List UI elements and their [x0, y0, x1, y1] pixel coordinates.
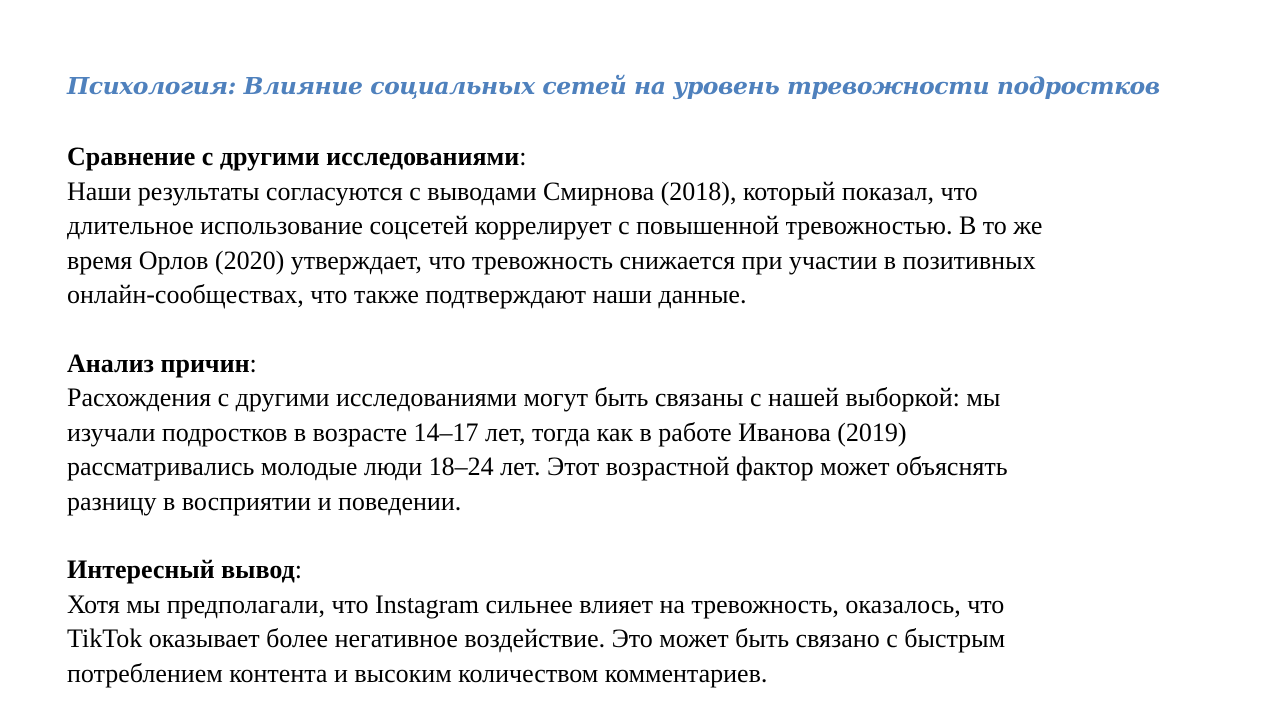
section-heading-text: Сравнение с другими исследованиями	[67, 142, 520, 171]
section-comparison	[67, 140, 1247, 313]
section-conclusion	[67, 553, 1247, 691]
section-paragraph	[67, 588, 1247, 692]
heading-colon: :	[249, 348, 257, 378]
section-paragraph	[67, 381, 1247, 519]
section-heading-text: Интересный вывод	[67, 555, 295, 584]
paragraph-line: онлайн-сообществах, что также подтверждают наши данные.	[67, 280, 747, 309]
paragraph-line: изучали подростков в возрасте 14–17 лет, тогда как в работе Иванова (2019)	[67, 417, 907, 447]
heading-colon: :	[519, 142, 527, 171]
paragraph-line: Хотя мы предполагали, что Instagram сильнее влияет на тревожность, оказалось, что	[67, 589, 1005, 619]
paragraph-line: TikTok оказывает более негативное воздействие. Это может быть связано с быстрым	[67, 624, 1006, 653]
section-heading-text: Анализ причин	[67, 348, 250, 378]
section-heading	[67, 553, 1247, 588]
document-title: Психология: Влияние социальных сетей на уровень тревожности подростков	[67, 72, 1160, 100]
paragraph-line: длительное использование соцсетей коррелирует с повышенной тревожностью. В то же	[67, 211, 1043, 240]
section-analysis	[67, 347, 1247, 520]
paragraph-line: время Орлов (2020) утверждает, что тревожность снижается при участии в позитивных	[67, 245, 1036, 275]
paragraph-line: потреблением контента и высоким количеством комментариев.	[67, 658, 768, 688]
section-paragraph	[67, 175, 1247, 313]
section-heading	[67, 140, 1247, 175]
paragraph-line: рассматривались молодые люди 18–24 лет. Этот возрастной фактор может объяснять	[67, 452, 1008, 481]
document-page	[67, 66, 1247, 691]
paragraph-line: Расхождения с другими исследованиями могут быть связаны с нашей выборкой: мы	[67, 383, 1001, 412]
heading-colon: :	[294, 555, 302, 584]
section-heading	[67, 347, 1247, 382]
paragraph-line: разницу в восприятии и поведении.	[67, 486, 462, 516]
paragraph-line: Наши результаты согласуются с выводами Смирнова (2018), который показал, что	[67, 176, 978, 206]
